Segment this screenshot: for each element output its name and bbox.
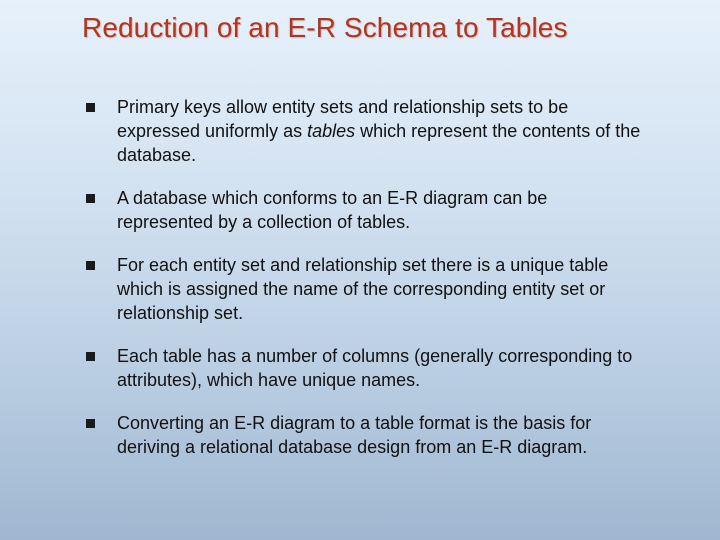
bullet-item-columns [86, 344, 646, 392]
bullet-list [86, 95, 646, 478]
square-bullet-icon [86, 352, 95, 361]
bullet-item-collection-of-tables [86, 186, 646, 234]
bullet-text-after: which represent the contents of the database. [117, 121, 641, 165]
bullet-text: Converting an E-R diagram to a table format is the basis for deriving a relational database design from an E-R diagram. [117, 413, 592, 457]
square-bullet-icon [86, 103, 95, 112]
square-bullet-icon [86, 194, 95, 203]
bullet-item-primary-keys [86, 95, 646, 167]
square-bullet-icon [86, 261, 95, 270]
bullet-item-unique-table [86, 253, 646, 325]
square-bullet-icon [86, 419, 95, 428]
bullet-text: For each entity set and relationship set there is a unique table which is assigned the name of the corresponding entity set or relationship set. [117, 255, 609, 323]
bullet-text: Each table has a number of columns (generally corresponding to attributes), which have unique names. [117, 346, 633, 390]
bullet-text: A database which conforms to an E-R diagram can be represented by a collection of tables. [117, 188, 548, 232]
bullet-item-converting [86, 411, 646, 459]
bullet-text-before: Primary keys allow entity sets and relationship sets to be expressed uniformly as [117, 97, 569, 141]
bullet-text-emphasis: tables [307, 121, 356, 141]
slide-title: Reduction of an E-R Schema to Tables [82, 12, 568, 43]
